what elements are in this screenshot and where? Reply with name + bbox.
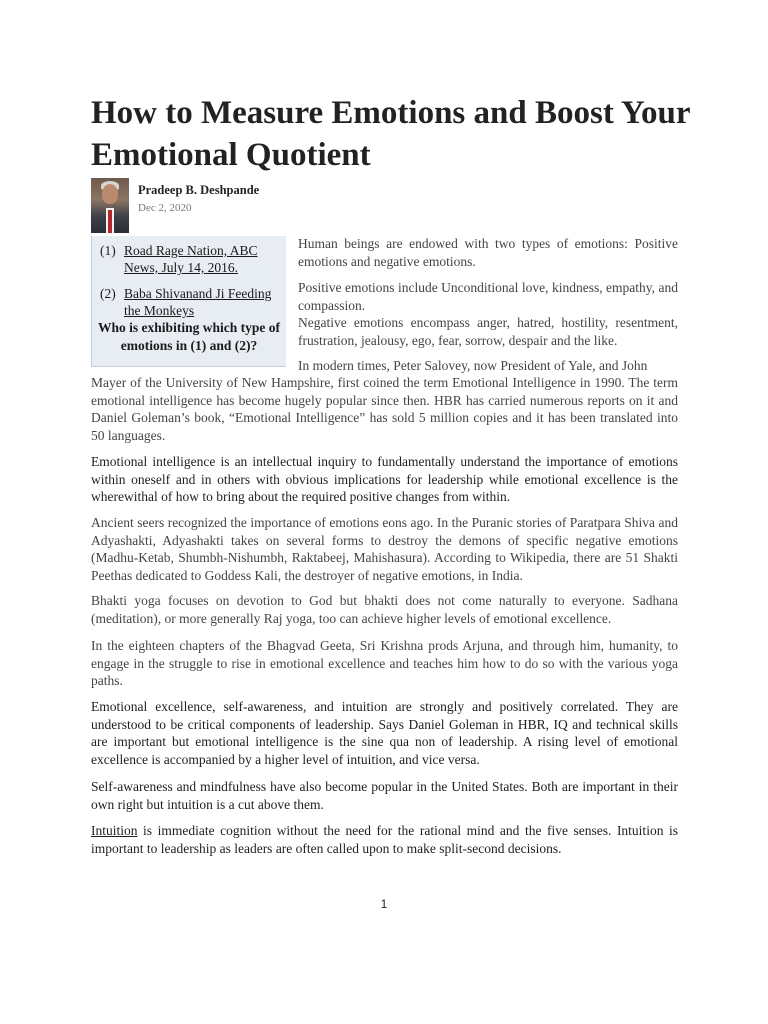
paragraph-modern-times-start: In modern times, Peter Salovey, now President of Yale, and John	[298, 358, 648, 373]
intuition-link[interactable]: Intuition	[91, 823, 138, 838]
paragraph-positive-emotions: Positive emotions include Unconditional love, kindness, empathy, and compassion.	[298, 280, 678, 313]
reference-number: (1)	[100, 243, 116, 258]
paragraph-modern-times: Mayer of the University of New Hampshire, first coined the term Emotional Intelligence in 1990. The term emotional intelligence has become hugely popular since then. HBR has carried numerous reports on it and Daniel Goleman’s book, “Emotional Intelligence” has sold 5 million copies and it has been translated into 50 languages.	[91, 375, 678, 443]
post-date: Dec 2, 2020	[138, 202, 192, 214]
paragraph-intuition	[91, 822, 678, 857]
paragraph-negative-emotions: Negative emotions encompass anger, hatred, hostility, resentment, frustration, jealousy, ego, fear, sorrow, despair and the like.	[298, 315, 678, 348]
byline	[91, 178, 491, 234]
reference-item-1	[100, 242, 284, 276]
paragraph-intuition-text: is immediate cognition without the need for the rational mind and the five senses. Intuition is important to leadership as leaders are often called upon to make split-second decisions.	[91, 823, 678, 856]
paragraph-bhakti-yoga: Bhakti yoga focuses on devotion to God but bhakti does not come naturally to everyone. Sadhana (meditation), or more generally Raj yoga, too can achieve higher levels of emotional excellence.	[91, 593, 678, 626]
paragraph-self-awareness: Self-awareness and mindfulness have also become popular in the United States. Both are important in their own right but intuition is a cut above them.	[91, 779, 678, 812]
reference-item-2	[100, 285, 284, 319]
feeding-monkeys-link[interactable]: Baba Shivanand Ji Feeding the Monkeys	[124, 286, 272, 318]
reference-sidebox	[91, 236, 286, 367]
page-number: 1	[380, 897, 388, 911]
paragraph-intro: Human beings are endowed with two types of emotions: Positive emotions and negative emotions.	[298, 236, 678, 269]
reference-number: (2)	[100, 286, 116, 301]
author-name: Pradeep B. Deshpande	[138, 183, 260, 197]
paragraph-ancient-seers: Ancient seers recognized the importance of emotions eons ago. In the Puranic stories of Paratpara Shiva and Adyashakti, Adyashakti takes on several forms to destroy the demons of specific negative emotions (Madhu-Ketab, Shumbh-Nishumbh, Raktabeej, Mahishasura). According to Wikipedia, there are 51 Shakti Peethas dedicated to Goddess Kali, the destroyer of negative emotions, in India.	[91, 515, 678, 583]
article-title: How to Measure Emotions and Boost Your Emotional Quotient	[91, 95, 690, 173]
paragraph-emotional-intelligence: Emotional intelligence is an intellectual inquiry to fundamentally understand the importance of emotions within oneself and in others with obvious implications for leadership while emotional excellence is the wherewithal of how to bring about the required positive changes from within.	[91, 454, 678, 504]
sidebox-question: Who is exhibiting which type of emotions in (1) and (2)?	[98, 320, 280, 353]
paragraph-bhagvad-geeta: In the eighteen chapters of the Bhagvad Geeta, Sri Krishna prods Arjuna, and through him, humanity, to engage in the struggle to rise in emotional excellence and teaches him how to do so with the various yoga paths.	[91, 638, 678, 688]
author-avatar	[91, 178, 129, 233]
paragraph-emotional-excellence: Emotional excellence, self-awareness, and intuition are strongly and positively correlated. They are understood to be critical components of leadership. Says Daniel Goleman in HBR, IQ and technical skills are important but emotional intelligence is the sine qua non of leadership. A rising level of emotional excellence is accompanied by a higher level of intuition, and vice versa.	[91, 699, 678, 767]
road-rage-link[interactable]: Road Rage Nation, ABC News, July 14, 2016.	[124, 243, 258, 275]
